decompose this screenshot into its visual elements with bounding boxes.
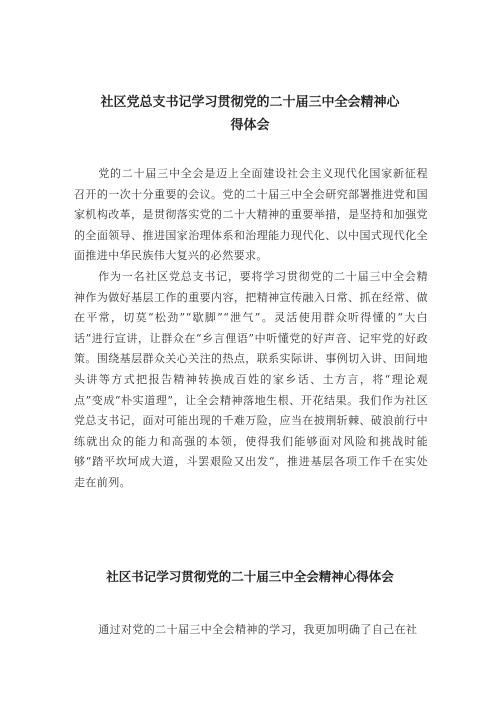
document-title: [60, 91, 440, 137]
article-body-2: [74, 620, 428, 641]
title-line-1: 社区党总支书记学习贯彻党的二十届三中全会精神心: [100, 95, 400, 110]
paragraph-2: 作为一名社区党总支书记，要将学习贯彻党的二十届三中全会精神作为做好基层工作的重要内容，把精神宣传融入日常、抓在经常、做在平常，切莫“松劲”“歇脚”“泄气”。灵活使用群众听得懂的“大白话”进行宣讲，让群众在“乡言俚语”中听懂党的好声音、记牢党的好政策。围绕基层群众关心关注的热点，联系实际讲、事例切入讲、田间地头讲等方式把报告精神转换成百姓的家乡话、土方言，将“理论观点”变成“朴实道理”，让全会精神落地生根、开花结果。我们作为社区党总支书记，面对可能出现的千难万险，应当在披荆斩棘、破浪前行中练就出众的能力和高强的本领，使得我们能够面对风险和挑战时能够“踏平坎坷成大道，斗罢艰险又出发“，推进基层各项工作千在实处走在前列。: [74, 269, 428, 489]
section-heading: 社区书记学习贯彻党的二十届三中全会精神心得体会: [106, 569, 394, 584]
title-line-2: 得体会: [230, 118, 270, 133]
article-body-1: [74, 164, 428, 494]
paragraph-3: 通过对党的二十届三中全会精神的学习，我更加明确了自己在社: [98, 623, 418, 636]
paragraph-1: 党的二十届三中全会是迈上全面建设社会主义现代化国家新征程召开的一次十分重要的会议。党的二十届三中全会研究部署推进党和国家机构改革，是贯彻落实党的二十大精神的重要举措，是坚持和加强党的全面领导、推进国家治理体系和治理能力现代化、以中国式现代化全面推进中华民族伟大复兴的必然要求。: [74, 167, 428, 263]
